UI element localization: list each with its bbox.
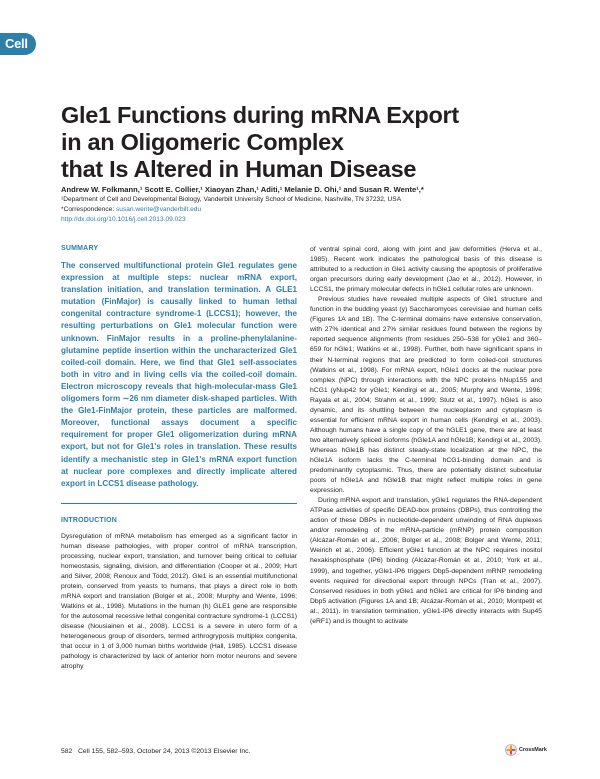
summary-text: The conserved multifunctional protein Gle1 regulates gene expression at multiple steps: nuclear mRNA export, translation initiation, and translation termination. A GLE1 mutation (FinMajor) is causally linked to human lethal congenital contracture syndrome-1 (LCCS1); however, the resulting perturbations on Gle1 molecular function were unknown. FinMajor results in a proline-phenylalanine-glutamine peptide insertion within the uncharacterized Gle1 coiled-coil domain. Here, we find that Gle1 self-associates both in vitro and in living cells via the coiled-coil domain. Electron microscopy reveals that high-molecular-mass Gle1 oligomers form ∼26 nm diameter disk-shaped particles. With the Gle1-FinMajor protein, these particles are malformed. Moreover, functional assays document a specific requirement for proper Gle1 oligomerization during mRNA export, but not for Gle1's roles in translation. These results identify a mechanistic step in Gle1's mRNA export function at nuclear pore complexes and directly implicate altered export in LCCS1 disease pathology. xyxy=(61,261,297,488)
summary-heading: SUMMARY xyxy=(61,245,99,252)
affiliation: ¹Department of Cell and Developmental Biology, Vanderbilt University School of Medicine, Nashville, TN 37232, USA xyxy=(61,196,402,203)
correspondence xyxy=(61,206,201,213)
correspondence-label: *Correspondence: xyxy=(61,206,116,213)
body-paragraph: Previous studies have revealed multiple aspects of Gle1 structure and function in the budding yeast (y) Saccharomyces cerevisiae and human cells (Figures 1A and 1B). The C-terminal domains have extensive conservation, with 27% identical and 27% similar residues found between the regions by reported sequence alignments (from residues 250–538 for yGle1 and 360–659 for hGle1; Watkins et al., 1998). Further, both have significant spans in their N-terminal regions that are predicted to form coiled-coil structures (Watkins et al., 1998). For mRNA export, hGle1 docks at the nuclear pore complex (NPC) through interactions with the NPC proteins hNup155 and hCG1 (yNup42 for yGle1; Kendirgi et al., 2005; Murphy and Wente, 1996; Rayala et al., 2004; Strahm et al., 1999; Stutz et al., 1997). hGle1 is also dynamic, and its shuttling between the nucleoplasm and cytoplasm is essential for efficient mRNA export in human cells (Kendirgi et al., 2003). Although humans have a single copy of the hGLE1 gene, there are at least two alternatively spliced isoforms (hGle1A and hGle1B; Kendirgi et al., 2003). Whereas hGle1B has distinct steady-state localization at the NPC, the hGle1A isoform lacks the C-terminal hCG1-binding domain and is predominantly cytoplasmic. Thus, there are potentially distinct subcellular pools of hGle1A and hGle1B that might reflect multiple roles in gene expression. xyxy=(310,296,542,495)
page-footer xyxy=(61,748,541,755)
footer-citation: Cell 155, 582–593, October 24, 2013 ©2013 Elsevier Inc. xyxy=(78,748,251,755)
right-column xyxy=(310,245,542,627)
doi-link[interactable]: http://dx.doi.org/10.1016/j.cell.2013.09.023 xyxy=(61,216,186,223)
title-line: that Is Altered in Human Disease xyxy=(61,156,417,182)
author-list: Andrew W. Folkmann,¹ Scott E. Collier,¹ Xiaoyan Zhan,¹ Aditi,¹ Melanie D. Ohi,¹ and Susan R. Wente¹,* xyxy=(61,185,424,194)
article-title xyxy=(61,102,561,183)
cell-logo-text: Cell xyxy=(5,36,28,51)
crossmark-badge[interactable] xyxy=(505,744,547,756)
title-line: Gle1 Functions during mRNA Export xyxy=(61,102,459,128)
introduction-heading: INTRODUCTION xyxy=(61,516,118,524)
correspondence-email-link[interactable]: susan.wente@vanderbilt.edu xyxy=(115,206,202,213)
body-paragraph: of ventral spinal cord, along with joint and jaw deformities (Herva et al., 1985). Recent work indicates the pathological basis of this disease is attributed to a reduction in Gle1 activity causing the apoptosis of proliferative organ precursors during early development (Jao et al., 2012). However, in LCCS1, the primary molecular defects in hGle1 cellular roles are unknown. xyxy=(310,246,542,294)
page-number: 582 xyxy=(61,748,73,755)
crossmark-label: CrossMark xyxy=(519,747,547,753)
crossmark-icon xyxy=(505,744,517,756)
introduction-paragraph: Dysregulation of mRNA metabolism has emerged as a significant factor in human disease pathologies, with proper control of mRNA transcription, processing, nuclear export, translation, and turnover being critical to cellular homeostasis, signaling, division, and differentiation (Cooper et al., 2009; Hurt and Silver, 2008; Renoux and Todd, 2012). Gle1 is an essential multifunctional protein, conserved from yeasts to humans, that plays a direct role in both mRNA export and translation (Bolger et al., 2008; Murphy and Wente, 1996; Watkins et al., 1998). Mutations in the human (h) GLE1 gene are responsible for the autosomal recessive lethal congenital contracture syndrome-1 (LCCS1) disease (Nousiainen et al., 2008). LCCS1 is a severe in utero form of a heterogeneous group of disorders, termed arthrogryposis multiplex congenita, that occur in 1 of 3,000 human births worldwide (Hall, 1985). LCCS1 disease pathology is characterized by lack of anterior horn motor neurons and severe atrophy xyxy=(61,532,297,671)
section-divider xyxy=(61,503,297,504)
title-line: in an Oligomeric Complex xyxy=(61,129,344,155)
body-paragraph: During mRNA export and translation, yGle1 regulates the RNA-dependent ATPase activities of specific DEAD-box proteins (DBPs), thus controlling the action of these DBPs in nucleotide-dependent unwinding of RNA duplexes and/or remodeling of the mRNA-particle (mRNP) protein composition (Alcázar-Román et al., 2006; Bolger et al., 2008; Bolger and Wente, 2011; Weirich et al., 2006). Efficient yGle1 function at the NPC requires inositol hexakisphosphate (IP6) binding (Alcázar-Román et al., 2010; York et al., 1999), and together, yGle1-IP6 triggers Dbp5-dependent mRNP remodeling events required for directional export through NPCs (Tran et al., 2007). Conserved residues in both yGle1 and hGle1 are critical for IP6 binding and Dbp5 activation (Figures 1A and 1B; Alcázar-Román et al., 2010; Montpetit et al., 2011). In translation termination, yGle1-IP6 directly interacts with Sup45 (eRF1) and is thought to activate xyxy=(310,497,542,625)
journal-header xyxy=(0,0,600,54)
cell-logo xyxy=(0,33,36,55)
left-column xyxy=(61,245,297,672)
